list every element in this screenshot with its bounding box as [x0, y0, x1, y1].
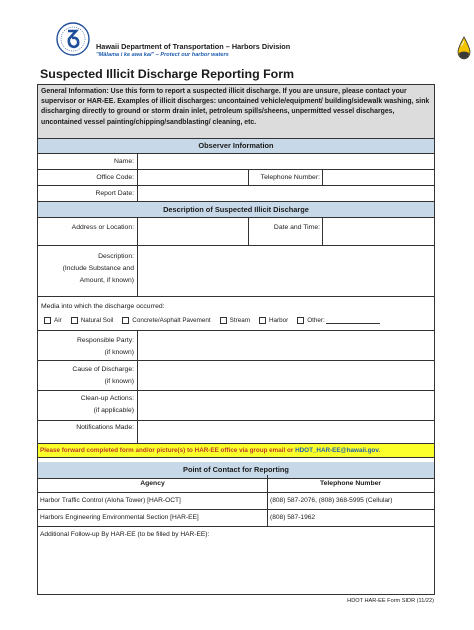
description-section-header: Description of Suspected Illicit Discharge: [38, 202, 434, 218]
office-code-field[interactable]: [138, 170, 248, 186]
notifications-label: Notifications Made:: [76, 424, 134, 431]
observer-divider: [322, 170, 323, 186]
date-time-field[interactable]: [323, 218, 434, 246]
other-media-field[interactable]: [326, 317, 380, 324]
address-field[interactable]: [138, 218, 248, 246]
description-field[interactable]: [138, 246, 434, 297]
followup-label: Additional Follow-up By HAR-EE (to be filled by HAR-EE):: [40, 531, 210, 538]
checkbox[interactable]: [122, 317, 129, 324]
description-label: Amount, if known): [79, 277, 134, 284]
media-options: [44, 317, 389, 324]
responsible-label: (if known): [104, 349, 134, 356]
phone-cell: (808) 587-1962: [270, 514, 316, 521]
org-motto: "Mālama i ke awa kai" – Protect our harbor waters: [96, 52, 229, 58]
report-date-label: Report Date:: [95, 190, 134, 197]
media-option-stream[interactable]: Stream: [220, 317, 250, 324]
org-name: Hawaii Department of Transportation – Harbors Division: [96, 42, 291, 51]
cause-label: (if known): [104, 378, 134, 385]
media-option-natural-soil[interactable]: Natural Soil: [71, 317, 114, 324]
media-option-pavement[interactable]: Concrete/Asphalt Pavement: [122, 317, 210, 324]
media-option-harbor[interactable]: Harbor: [259, 317, 288, 324]
report-date-field[interactable]: [138, 186, 434, 202]
description-divider: [137, 218, 138, 297]
observer-section-header: Observer Information: [38, 139, 434, 154]
description-label: (Include Substance and: [62, 265, 134, 272]
checkbox[interactable]: [220, 317, 227, 324]
media-option-air[interactable]: Air: [44, 317, 62, 324]
followup-field[interactable]: [38, 541, 434, 594]
letterhead: [56, 22, 436, 62]
telephone-label: Telephone Number:: [260, 174, 320, 181]
water-drop-icon: [456, 36, 472, 60]
contact-divider: [267, 475, 268, 527]
observer-divider: [248, 170, 249, 186]
name-field[interactable]: [138, 154, 434, 170]
details-divider: [137, 331, 138, 444]
address-divider: [248, 218, 249, 246]
form-code: HDOT HAR-EE Form SIDR (11/22): [347, 598, 434, 604]
notice-email-link[interactable]: HDOT_HAR-EE@hawaii.gov: [295, 447, 379, 454]
agency-column-header: Agency: [140, 480, 165, 487]
address-divider: [322, 218, 323, 246]
page-title: Suspected Illicit Discharge Reporting Form: [40, 67, 295, 81]
checkbox[interactable]: [259, 317, 266, 324]
media-label: Media into which the discharge occurred:: [41, 303, 165, 310]
name-label: Name:: [113, 158, 134, 165]
cleanup-field[interactable]: [138, 391, 434, 421]
date-time-label: Date and Time:: [273, 224, 320, 231]
contact-section-header: Point of Contact for Reporting: [38, 462, 434, 479]
description-label: Description:: [98, 253, 134, 260]
checkbox[interactable]: [44, 317, 51, 324]
phone-column-header: Telephone Number: [319, 480, 382, 487]
cleanup-label: (if applicable): [93, 407, 134, 414]
checkbox[interactable]: [297, 317, 304, 324]
telephone-field[interactable]: [323, 170, 434, 186]
observer-divider: [137, 154, 138, 202]
illicit-discharge-form: [37, 84, 435, 595]
phone-cell: (808) 587-2076, (808) 368-5995 (Cellular): [270, 497, 393, 504]
checkbox[interactable]: [71, 317, 78, 324]
responsible-label: Responsible Party:: [76, 337, 134, 344]
cause-label: Cause of Discharge:: [72, 366, 134, 373]
hdot-seal-icon: [56, 22, 90, 56]
office-code-label: Office Code:: [96, 174, 134, 181]
agency-cell: Harbor Traffic Control (Aloha Tower) [HAR-OCT]: [40, 497, 181, 504]
responsible-field[interactable]: [138, 331, 434, 361]
general-information: General Information: Use this form to report a suspected illicit discharge. If you are unsure, please contact your supervisor or HAR-EE. Examples of illicit discharges: uncontained vehicle/equipment/ building/sidewalk washing, sink discharging directly to ground or storm drain inlet, petroleum spills/sheens, unpermitted vessel discharges, uncontained vessel painting/chipping/sandblasting/ cleaning, etc.: [38, 85, 434, 139]
cause-field[interactable]: [138, 361, 434, 391]
cleanup-label: Clean-up Actions:: [80, 395, 134, 402]
notifications-field[interactable]: [138, 421, 434, 444]
agency-cell: Harbors Engineering Environmental Section [HAR-EE]: [40, 514, 199, 521]
forward-notice: Please forward completed form and/or picture(s) to HAR-EE office via group email or HDOT_HAR-EE@hawaii.gov.: [38, 444, 434, 458]
address-label: Address or Location:: [71, 224, 134, 231]
media-option-other[interactable]: Other:: [297, 317, 380, 324]
